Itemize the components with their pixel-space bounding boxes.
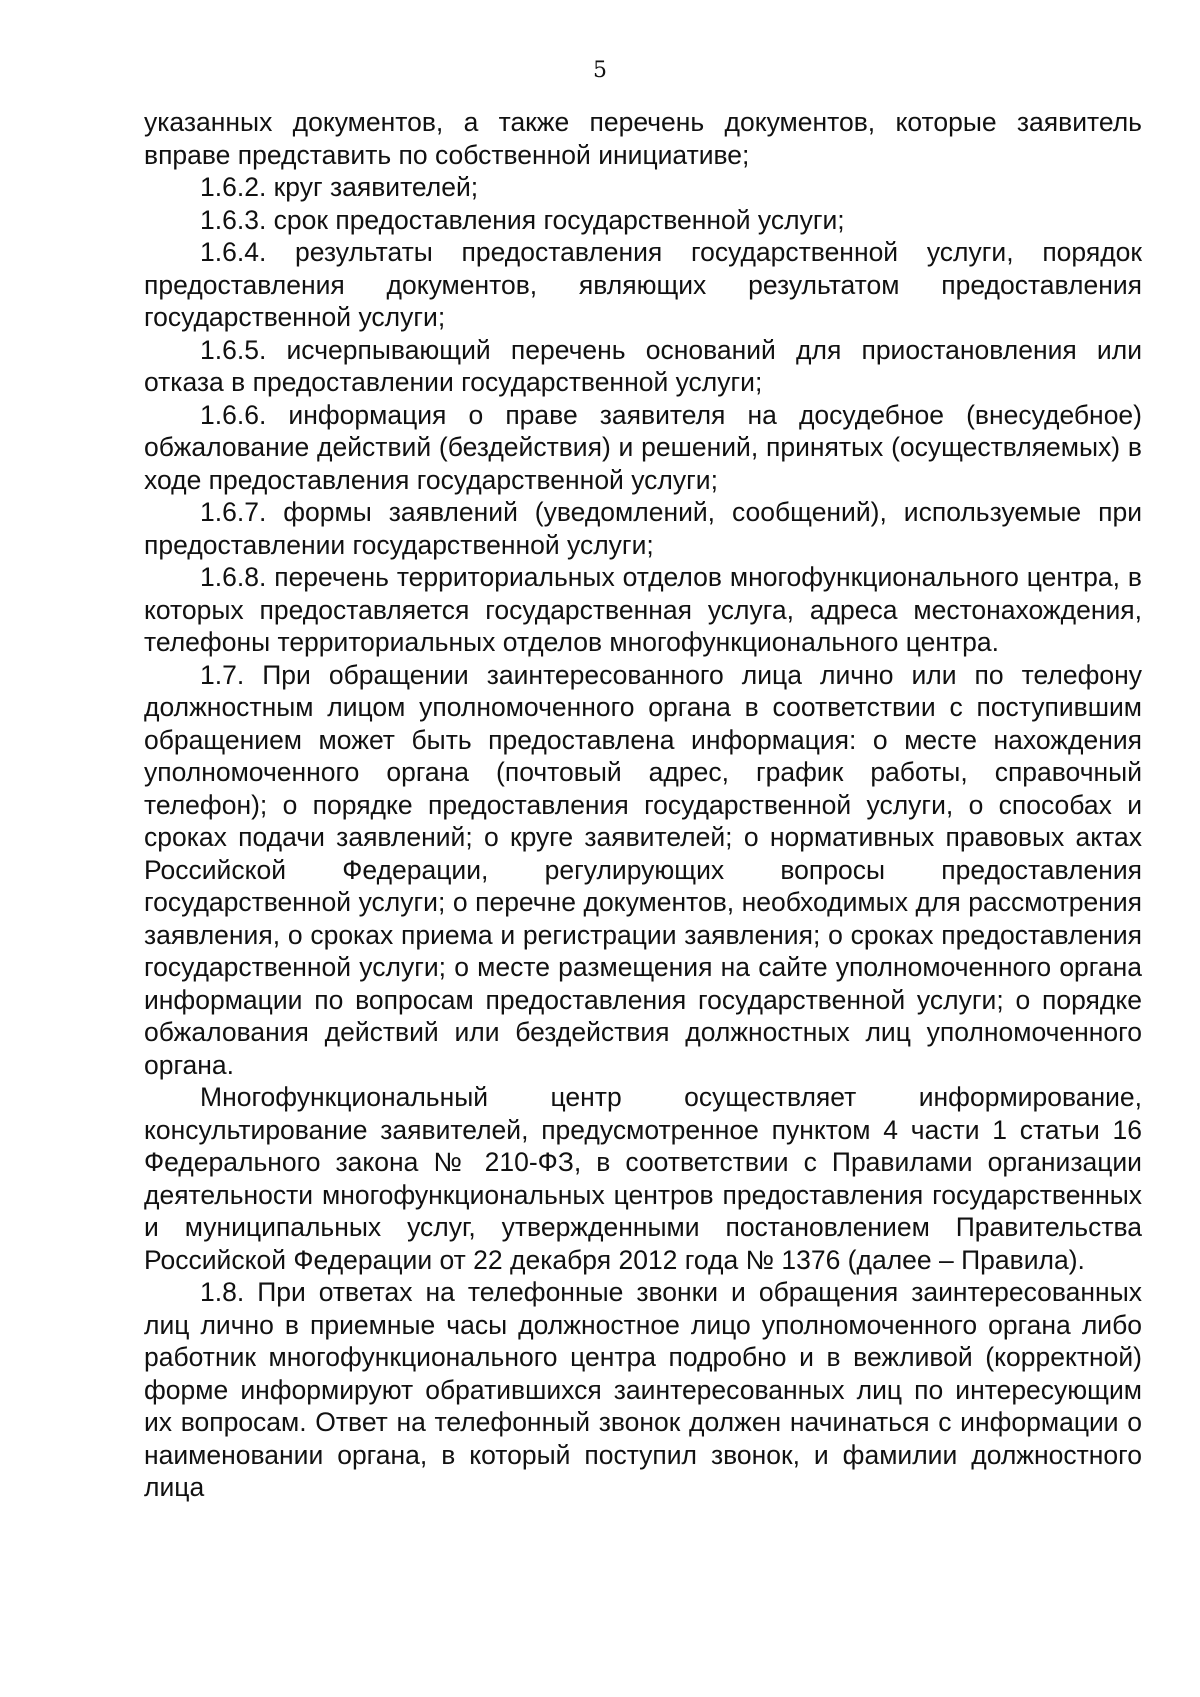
paragraph-1-6-2: 1.6.2. круг заявителей; xyxy=(200,172,479,202)
paragraph-1-7: 1.7. При обращении заинтересованного лица лично или по телефону должностным лицом уполномоченного органа в соответствии с поступившим обращением может быть предоставлена информация: о месте нахождения уполномоченного органа (почтовый адрес, график работы, справочный телефон); о порядке предоставления государственной услуги, о способах и сроках подачи заявлений; о круге заявителей; о нормативных правовых актах Российской Федерации, регулирующих вопросы предоставления государственной услуги; о перечне документов, необходимых для рассмотрения заявления, о сроках приема и регистрации заявления; о сроках предоставления государственной услуги; о месте размещения на сайте уполномоченного органа информации по вопросам предоставления государственной услуги; о порядке обжалования действий или бездействия должностных лиц уполномоченного органа. xyxy=(144,659,1142,1080)
paragraph-1-6-5: 1.6.5. исчерпывающий перечень оснований для приостановления или отказа в предоставлении государственной услуги; xyxy=(144,334,1142,397)
paragraph-1-8: 1.8. При ответах на телефонные звонки и обращения заинтересованных лиц лично в приемные часы должностное лицо уполномоченного органа либо работник многофункционального центра подробно и в вежливой (корректной) форме информируют обратившихся заинтересованных лиц по интересующим их вопросам. Ответ на телефонный звонок должен начинаться с информации о наименовании органа, в который поступил звонок, и фамилии должностного лица xyxy=(144,1277,1142,1502)
paragraph-continuation: указанных документов, а также перечень документов, которые заявитель вправе представить по собственной инициативе; xyxy=(144,107,1142,170)
paragraph-1-6-3: 1.6.3. срок предоставления государственной услуги; xyxy=(200,204,845,235)
document-body xyxy=(144,106,1142,1504)
paragraph-1-6-8: 1.6.8. перечень территориальных отделов многофункционального центра, в которых предоставляется государственная услуга, адреса местонахождения, телефоны территориальных отделов многофункционального центра. xyxy=(144,562,1142,657)
page-number: 5 xyxy=(593,58,607,83)
paragraph-1-6-7: 1.6.7. формы заявлений (уведомлений, сообщений), используемые при предоставлении государственной услуги; xyxy=(144,497,1142,560)
paragraph-1-6-6: 1.6.6. информация о праве заявителя на досудебное (внесудебное) обжалование действий (бездействия) и решений, принятых (осуществляемых) в ходе предоставления государственной услуги; xyxy=(144,399,1142,495)
paragraph-mfc: Многофункциональный центр осуществляет информирование, консультирование заявителей, предусмотренное пунктом 4 части 1 статьи 16 Федерального закона № 210-ФЗ, в соответствии с Правилами организации деятельности многофункциональных центров предоставления государственных и муниципальных услуг, утвержденными постановлением Правительства Российской Федерации от 22 декабря 2012 года № 1376 (далее – Правила). xyxy=(144,1082,1142,1275)
paragraph-1-6-4: 1.6.4. результаты предоставления государственной услуги, порядок предоставления документов, являющих результатом предоставления государственной услуги; xyxy=(144,237,1142,332)
